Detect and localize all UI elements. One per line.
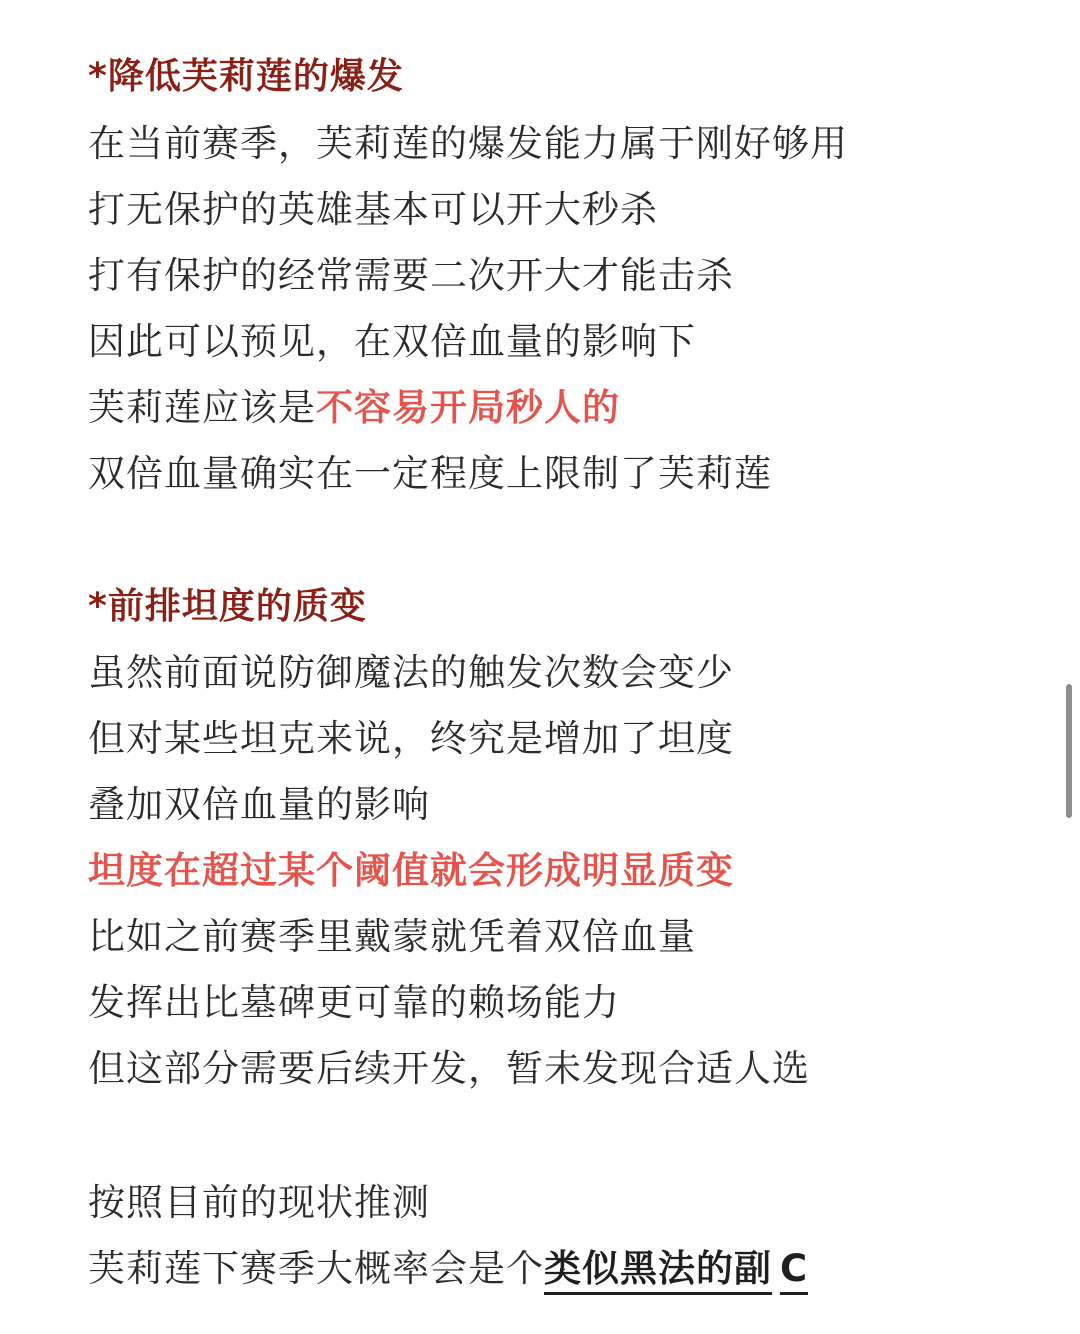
text-line: 打有保护的经常需要二次开大才能击杀 bbox=[88, 254, 734, 297]
text-line-final bbox=[88, 1244, 808, 1294]
text-segment: 芙莉莲下赛季大概率会是个 bbox=[88, 1247, 544, 1290]
text-line: 叠加双倍血量的影响 bbox=[88, 783, 430, 826]
section-heading: *降低芙莉莲的爆发 bbox=[88, 56, 404, 97]
text-line: 在当前赛季，芙莉莲的爆发能力属于刚好够用 bbox=[88, 122, 848, 165]
text-line: 双倍血量确实在一定程度上限制了芙莉莲 bbox=[88, 452, 772, 495]
scrollbar[interactable] bbox=[1066, 684, 1072, 818]
text-line: 但对某些坦克来说，终究是增加了坦度 bbox=[88, 717, 734, 760]
text-line: 比如之前赛季里戴蒙就凭着双倍血量 bbox=[88, 915, 696, 958]
text-line-mixed bbox=[88, 383, 620, 433]
text-line: 打无保护的英雄基本可以开大秒杀 bbox=[88, 188, 658, 231]
highlighted-text: 不容易开局秒人的 bbox=[316, 386, 620, 429]
underlined-text-tail: C bbox=[780, 1247, 808, 1295]
text-line: 按照目前的现状推测 bbox=[88, 1181, 430, 1224]
text-line: 发挥出比墓碑更可靠的赖场能力 bbox=[88, 981, 620, 1024]
highlighted-line: 坦度在超过某个阈值就会形成明显质变 bbox=[88, 849, 734, 892]
text-line: 但这部分需要后续开发，暂未发现合适人选 bbox=[88, 1047, 810, 1090]
text-line: 虽然前面说防御魔法的触发次数会变少 bbox=[88, 651, 734, 694]
section-heading: *前排坦度的质变 bbox=[88, 586, 367, 627]
text-segment: 芙莉莲应该是 bbox=[88, 386, 316, 429]
underlined-text: 类似黑法的副 bbox=[544, 1247, 772, 1295]
text-line: 因此可以预见，在双倍血量的影响下 bbox=[88, 320, 696, 363]
